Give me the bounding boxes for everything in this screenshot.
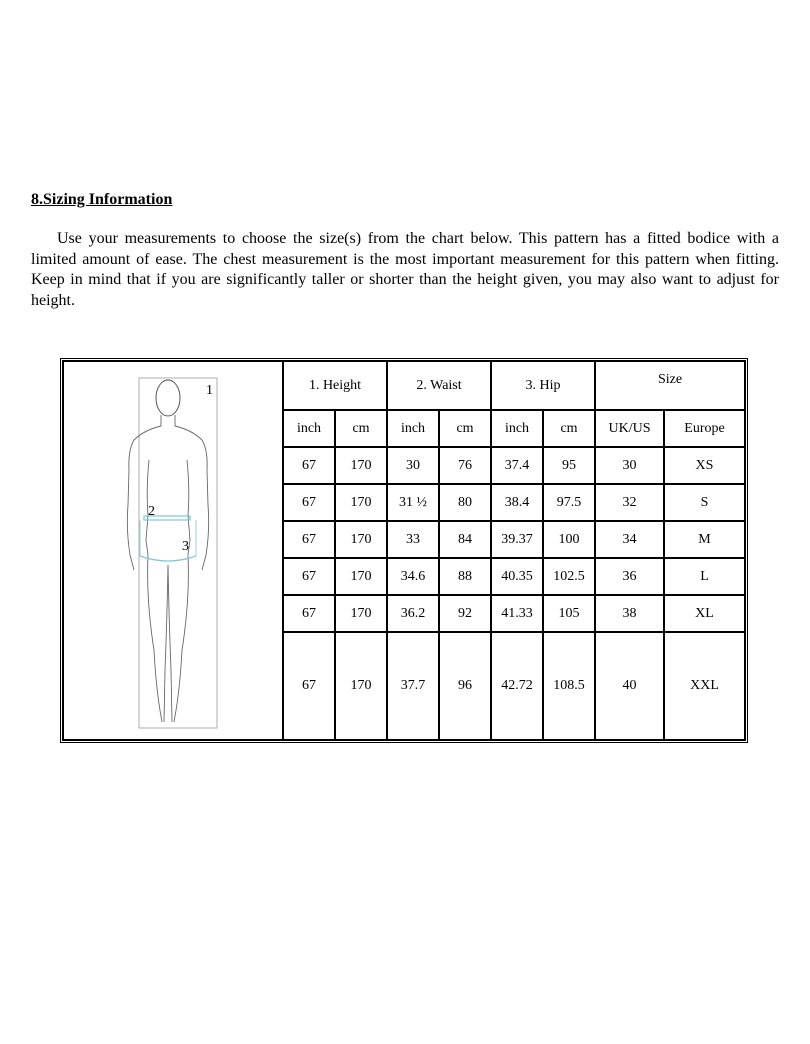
table-cell: 170	[335, 558, 387, 595]
table-cell: 32	[595, 484, 664, 521]
table-cell: M	[664, 521, 745, 558]
table-cell: 67	[283, 521, 335, 558]
table-cell: 67	[283, 447, 335, 484]
table-cell: 108.5	[543, 632, 595, 740]
table-cell: 34.6	[387, 558, 439, 595]
table-cell: 31 ½	[387, 484, 439, 521]
table-cell: 100	[543, 521, 595, 558]
unit-cell: cm	[439, 410, 491, 447]
body-measurement-figure	[64, 370, 282, 732]
table-cell: 36	[595, 558, 664, 595]
unit-cell: cm	[335, 410, 387, 447]
figure-body-outline	[127, 415, 208, 722]
table-cell: XS	[664, 447, 745, 484]
table-cell: 88	[439, 558, 491, 595]
table-cell: 40.35	[491, 558, 543, 595]
table-cell: 170	[335, 447, 387, 484]
figure-head	[156, 380, 180, 416]
group-header-row	[63, 361, 745, 410]
table-cell: 92	[439, 595, 491, 632]
unit-cell: cm	[543, 410, 595, 447]
table-cell: 170	[335, 595, 387, 632]
table-cell: S	[664, 484, 745, 521]
table-cell: 96	[439, 632, 491, 740]
table-cell: 67	[283, 595, 335, 632]
table-cell: 39.37	[491, 521, 543, 558]
table-cell: 30	[595, 447, 664, 484]
table-cell: 41.33	[491, 595, 543, 632]
size-group-header: Size	[595, 361, 745, 410]
hip-guide-line	[140, 556, 196, 561]
table-cell: XXL	[664, 632, 745, 740]
height-label: 1	[206, 382, 213, 398]
table-cell: 170	[335, 632, 387, 740]
table-cell: XL	[664, 595, 745, 632]
height-guide-box	[139, 378, 217, 728]
table-cell: 34	[595, 521, 664, 558]
waist-group-header: 2. Waist	[387, 361, 491, 410]
sizing-table	[60, 358, 748, 743]
table-cell: 30	[387, 447, 439, 484]
table-cell: 102.5	[543, 558, 595, 595]
section-heading: 8.Sizing Information	[31, 191, 173, 208]
table-cell: 95	[543, 447, 595, 484]
waist-label: 2	[148, 503, 155, 519]
table-cell: 38.4	[491, 484, 543, 521]
unit-cell: Europe	[664, 410, 745, 447]
unit-cell: UK/US	[595, 410, 664, 447]
table-cell: 36.2	[387, 595, 439, 632]
table-cell: 67	[283, 632, 335, 740]
table-cell: L	[664, 558, 745, 595]
table-cell: 105	[543, 595, 595, 632]
table-cell: 80	[439, 484, 491, 521]
table-cell: 42.72	[491, 632, 543, 740]
table-cell: 67	[283, 484, 335, 521]
table-cell: 67	[283, 558, 335, 595]
table-cell: 37.7	[387, 632, 439, 740]
table-cell: 84	[439, 521, 491, 558]
table-cell: 33	[387, 521, 439, 558]
hip-label: 3	[182, 538, 189, 554]
table-cell: 38	[595, 595, 664, 632]
table-cell: 170	[335, 484, 387, 521]
table-cell: 97.5	[543, 484, 595, 521]
height-group-header: 1. Height	[283, 361, 387, 410]
unit-cell: inch	[491, 410, 543, 447]
hip-group-header: 3. Hip	[491, 361, 595, 410]
table-cell: 76	[439, 447, 491, 484]
section-paragraph: Use your measurements to choose the size(s) from the chart below. This pattern has a fitted bodice with a limited amount of ease. The chest measurement is the most important measurement for this pattern when fitting. Keep in mind that if you are significantly taller or shorter than the height given, you may also want to adjust for height.	[31, 230, 779, 309]
unit-cell: inch	[387, 410, 439, 447]
table-cell: 40	[595, 632, 664, 740]
body-figure-cell	[63, 361, 283, 740]
unit-cell: inch	[283, 410, 335, 447]
table-cell: 170	[335, 521, 387, 558]
table-cell: 37.4	[491, 447, 543, 484]
